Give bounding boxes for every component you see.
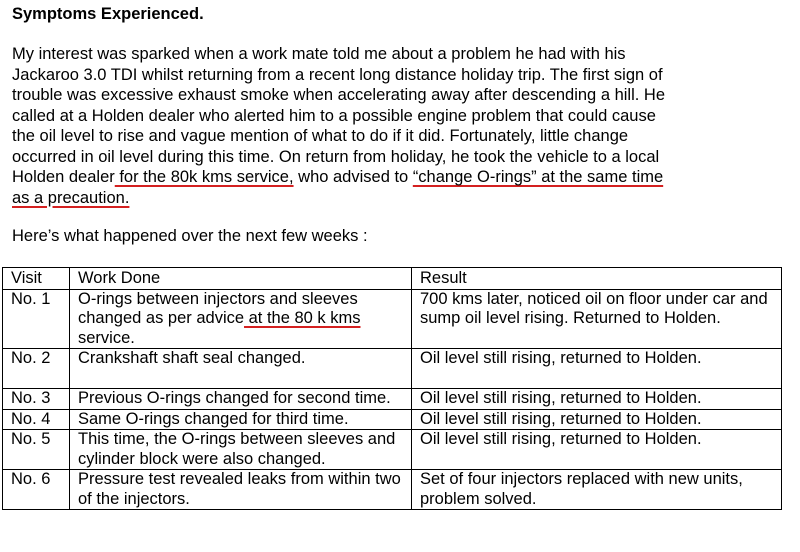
underlined-80k-service: for the 80k kms service,	[114, 168, 294, 186]
result-cell: Oil level still rising, returned to Holden.	[412, 409, 782, 430]
underlined-precaution: as a precaution.	[12, 188, 130, 207]
work-cell: Pressure test revealed leaks from within two of the injectors.	[70, 470, 412, 510]
work-text: service.	[78, 328, 135, 347]
table-row	[3, 289, 782, 349]
paragraph-line: trouble was excessive exhaust smoke when accelerating away after descending a hill. He	[12, 86, 666, 104]
work-cell: Same O-rings changed for third time.	[70, 409, 412, 430]
document-page	[12, 4, 788, 246]
result-cell: Set of four injectors replaced with new units, problem solved.	[412, 470, 782, 510]
result-cell: Oil level still rising, returned to Holden.	[412, 389, 782, 410]
work-text: O-rings between injectors and sleeves changed as per advice	[78, 289, 358, 327]
visit-cell: No. 3	[3, 389, 70, 410]
result-cell: 700 kms later, noticed oil on floor under car and sump oil level rising. Returned to Holden.	[412, 289, 782, 349]
paragraph-line	[12, 167, 788, 188]
work-cell	[70, 289, 412, 349]
visit-cell: No. 1	[3, 289, 70, 349]
paragraph-line: occurred in oil level during this time. On return from holiday, he took the vehicle to a local	[12, 147, 660, 166]
table-row	[3, 409, 782, 430]
visit-cell: No. 5	[3, 430, 70, 470]
table-row	[3, 470, 782, 510]
visit-cell: No. 2	[3, 349, 70, 389]
work-cell: Crankshaft shaft seal changed.	[70, 349, 412, 389]
work-cell: This time, the O-rings between sleeves and cylinder block were also changed.	[70, 430, 412, 470]
table-intro: Here’s what happened over the next few weeks :	[12, 227, 368, 245]
visit-cell: No. 4	[3, 409, 70, 430]
paragraph-line: called at a Holden dealer who alerted him to a possible engine problem that could cause	[12, 106, 656, 125]
paragraph-line: Jackaroo 3.0 TDI whilst returning from a recent long distance holiday trip. The first sign of	[12, 65, 663, 84]
table-row	[3, 430, 782, 470]
underlined-change-o-rings: “change O-rings” at the same time	[412, 168, 664, 186]
result-cell: Oil level still rising, returned to Holden.	[412, 430, 782, 470]
table-header-row	[3, 268, 782, 290]
header-visit: Visit	[3, 268, 70, 290]
paragraph-line: the oil level to rise and vague mention of what to do if it did. Fortunately, little change	[12, 127, 629, 145]
symptoms-paragraph	[12, 44, 788, 208]
paragraph-line	[12, 188, 788, 209]
paragraph-text: who advised to	[293, 168, 413, 186]
table-row	[3, 349, 782, 389]
paragraph-line: My interest was sparked when a work mate told me about a problem he had with his	[12, 45, 626, 63]
paragraph-text: Holden dealer	[12, 168, 115, 186]
visit-cell: No. 6	[3, 470, 70, 510]
work-cell: Previous O-rings changed for second time.	[70, 389, 412, 410]
table-row	[3, 389, 782, 410]
header-work-done: Work Done	[70, 268, 412, 290]
visits-table	[2, 267, 782, 510]
header-result: Result	[412, 268, 782, 290]
result-cell: Oil level still rising, returned to Holden.	[412, 349, 782, 389]
underlined-80k-kms: at the 80 k kms	[244, 309, 361, 327]
section-heading: Symptoms Experienced.	[12, 5, 204, 23]
